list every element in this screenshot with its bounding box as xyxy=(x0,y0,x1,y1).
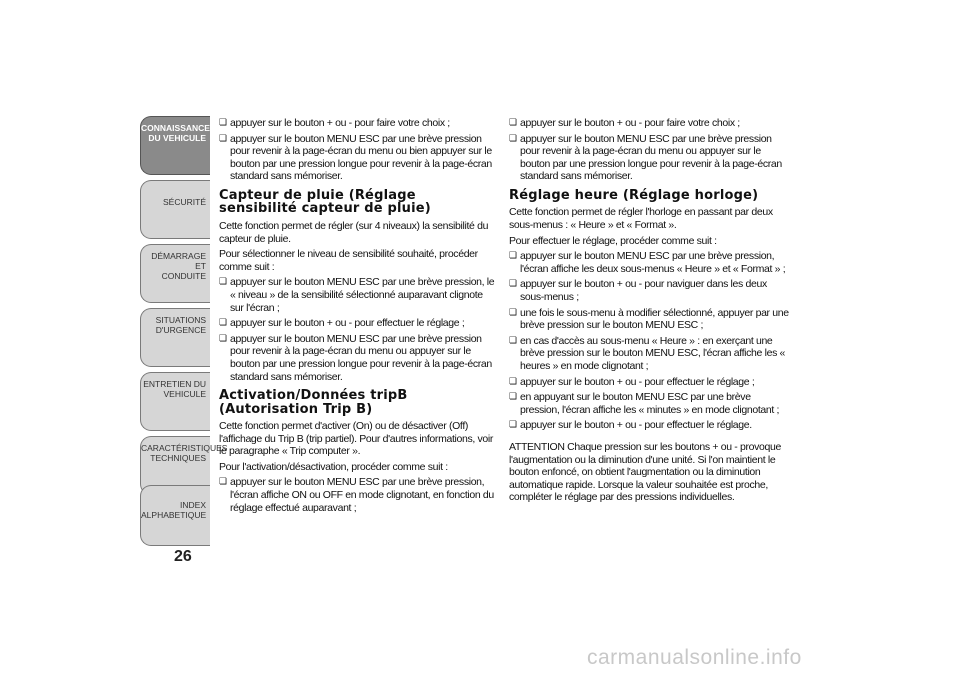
page-number: 26 xyxy=(174,548,192,565)
bullet-item: ❏ appuyer sur le bouton MENU ESC par une brève pression, le « niveau » de la sensibilité sélectionné auparavant clignote sur l'écran ; xyxy=(219,276,496,314)
tab-label-line2: D'URGENCE xyxy=(155,325,206,335)
tab-label-line2: TECHNIQUES xyxy=(150,453,206,463)
section-heading: Réglage heure (Réglage horloge) xyxy=(509,187,759,203)
bullet-item: ❏ appuyer sur le bouton MENU ESC par une brève pression, l'écran affiche ON ou OFF en mode clignotant, en fonction du réglage effectué auparavant ; xyxy=(219,476,496,514)
bullet-item: ❏ appuyer sur le bouton MENU ESC par une brève pression, l'écran affiche les deux sous-menus « Heure » et « Format » ; xyxy=(509,250,789,275)
paragraph: Cette fonction permet d'activer (On) ou de désactiver (Off) l'affichage du Trip B (trip partiel). Pour d'autres informations, voir le paragraphe « Trip computer ». xyxy=(219,420,494,458)
tab-label-line2: ALPHABETIQUE xyxy=(141,510,207,520)
tab-label-line1: SÉCURITÉ xyxy=(163,197,206,207)
tab-demarrage-et-conduite[interactable] xyxy=(140,244,210,303)
tab-label-line1: INDEX xyxy=(180,500,206,510)
tab-label-line1: CONNAISSANCE xyxy=(141,123,210,133)
section-heading: Capteur de pluie (Réglage sensibilité capteur de pluie) xyxy=(219,187,431,217)
tab-label-line1: CARACTÉRISTIQUES xyxy=(141,443,228,453)
paragraph: Cette fonction permet de régler (sur 4 niveaux) la sensibilité du capteur de pluie. xyxy=(219,219,489,245)
attention-note: ATTENTION Chaque pression sur les boutons + ou - provoque l'augmentation ou la diminution d'une unité. Si l'on maintient le bouton enfoncé, on obtient l'augmentation ou la diminution automatique rapide. Lorsque la valeur souhaitée est proche, compléter le réglage par des pressions individuelles. xyxy=(509,440,781,504)
tab-label-line2: DU VEHICULE xyxy=(148,133,206,143)
tab-entretien-du-vehicule[interactable] xyxy=(140,372,210,431)
tab-connaissance-du-vehicule[interactable] xyxy=(140,116,210,175)
bullet-item: ❏ appuyer sur le bouton MENU ESC par une brève pression pour revenir à la page-écran du menu ou bien appuyer sur le bouton par une pression longue pour revenir à la page-écran standard sans mémoriser. xyxy=(219,133,496,183)
bullet-item: ❏ appuyer sur le bouton + ou - pour faire votre choix ; xyxy=(219,117,496,130)
bullet-item: ❏ appuyer sur le bouton + ou - pour effectuer le réglage ; xyxy=(509,376,789,389)
left-column xyxy=(219,117,496,517)
paragraph: Cette fonction permet de régler l'horloge en passant par deux sous-menus : « Heure » et « Format ». xyxy=(509,206,773,232)
bullet-item: ❏ appuyer sur le bouton + ou - pour faire votre choix ; xyxy=(509,117,789,130)
tab-label-line1: DÉMARRAGE ET xyxy=(151,251,206,271)
bullet-item: ❏ appuyer sur le bouton + ou - pour naviguer dans les deux sous-menus ; xyxy=(509,278,789,303)
tab-label-line1: SITUATIONS xyxy=(155,315,206,325)
bullet-item: ❏ appuyer sur le bouton MENU ESC par une brève pression pour revenir à la page-écran du menu ou appuyer sur le bouton par une pression longue pour revenir à la page-écran standard sans mémoriser. xyxy=(509,133,789,183)
paragraph: Pour effectuer le réglage, procéder comme suit : xyxy=(509,234,717,247)
paragraph: Pour l'activation/désactivation, procéder comme suit : xyxy=(219,460,448,473)
tab-label-line2: VEHICULE xyxy=(163,389,206,399)
bullet-item: ❏ appuyer sur le bouton MENU ESC par une brève pression pour revenir à la page-écran du menu ou appuyer sur le bouton par une pression longue pour revenir à la page-écran standard sans mémoriser. xyxy=(219,333,496,383)
bullet-item: ❏ en appuyant sur le bouton MENU ESC par une brève pression, l'écran affiche les « minutes » en mode clignotant ; xyxy=(509,391,789,416)
bullet-item: ❏ en cas d'accès au sous-menu « Heure » : en exerçant une brève pression sur le bouton MENU ESC, l'écran affiche les « heures » en mode clignotant ; xyxy=(509,335,789,373)
tab-label-line2: CONDUITE xyxy=(161,271,206,281)
bullet-item: ❏ appuyer sur le bouton + ou - pour effectuer le réglage ; xyxy=(219,317,496,330)
tab-label-line1: ENTRETIEN DU xyxy=(143,379,206,389)
watermark: carmanualsonline.info xyxy=(587,646,802,669)
section-heading: Activation/Données tripB (Autorisation Trip B) xyxy=(219,388,408,417)
paragraph: Pour sélectionner le niveau de sensibilité souhaité, procéder comme suit : xyxy=(219,248,478,273)
tab-situations-d-urgence[interactable] xyxy=(140,308,210,367)
tab-index-alphabetique[interactable] xyxy=(140,485,210,546)
bullet-item: ❏ appuyer sur le bouton + ou - pour effectuer le réglage. xyxy=(509,419,789,432)
bullet-item: ❏ une fois le sous-menu à modifier sélectionné, appuyer par une brève pression sur le bouton MENU ESC ; xyxy=(509,307,789,332)
right-column xyxy=(509,117,789,507)
tab-securite[interactable] xyxy=(140,180,210,239)
